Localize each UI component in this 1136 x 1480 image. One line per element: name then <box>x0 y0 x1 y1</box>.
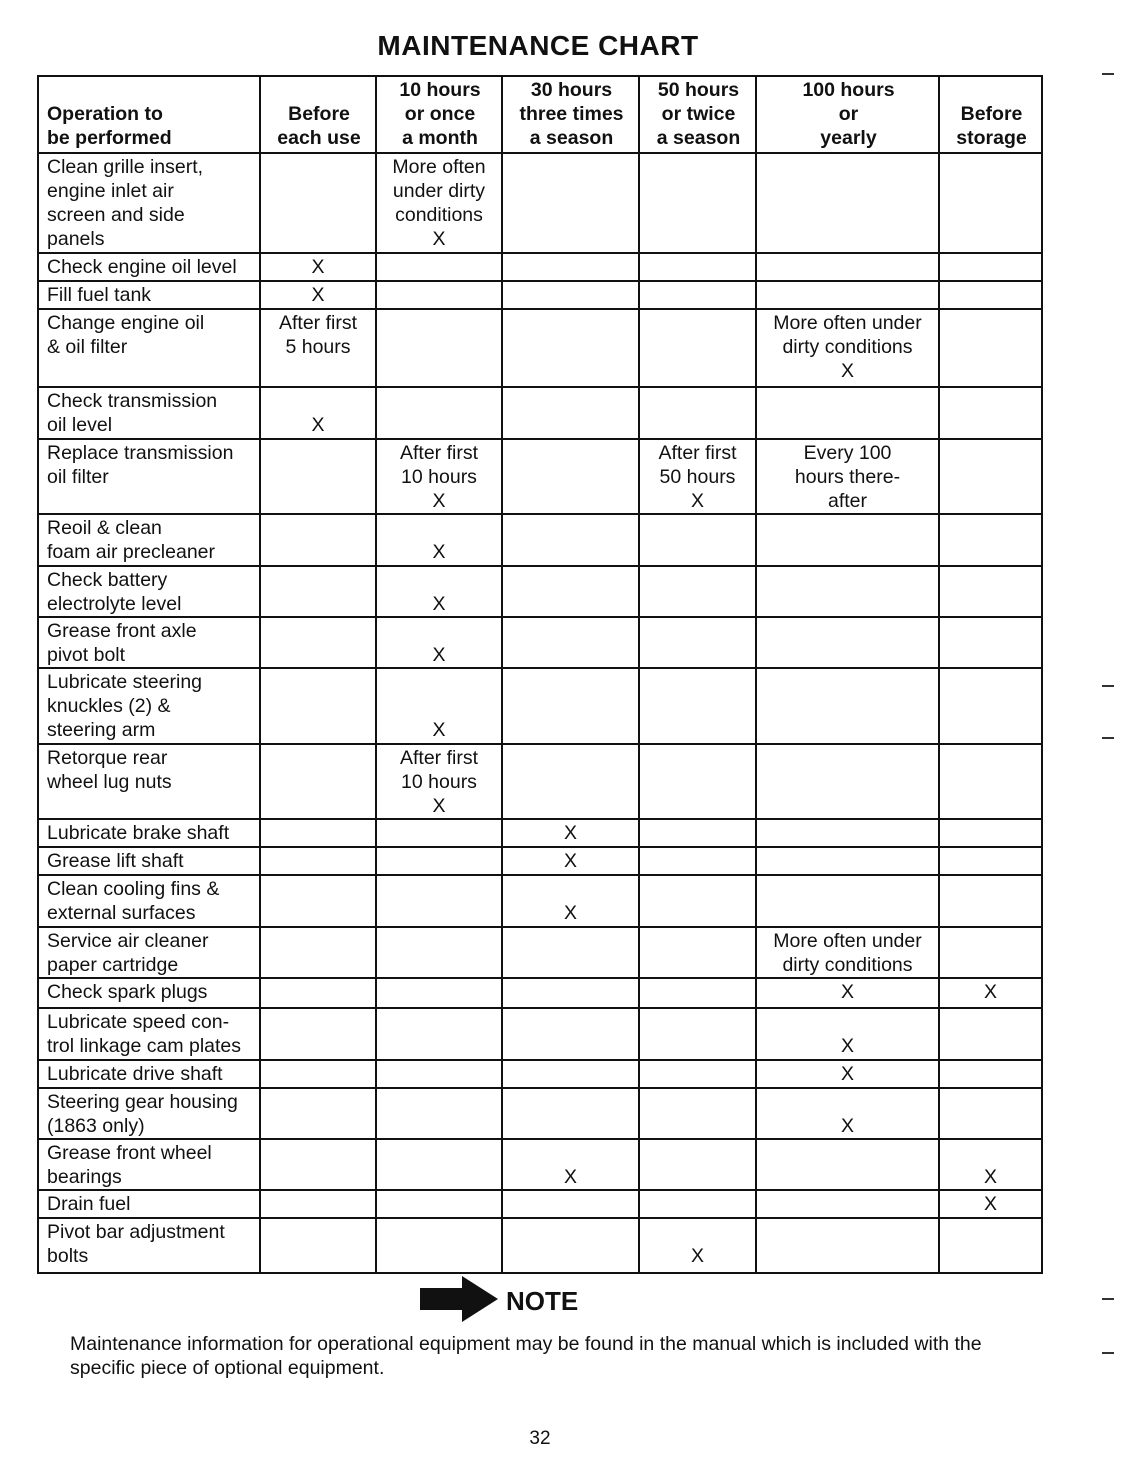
schedule-cell <box>260 978 376 1008</box>
table-row <box>38 387 1042 439</box>
table-row <box>38 566 1042 617</box>
column-header: Before storage <box>939 76 1042 153</box>
operation-cell: Check battery electrolyte level <box>38 566 260 617</box>
operation-cell: Change engine oil & oil filter <box>38 309 260 387</box>
schedule-cell <box>260 927 376 978</box>
schedule-cell <box>639 1139 756 1190</box>
schedule-cell <box>639 514 756 566</box>
schedule-cell <box>639 1060 756 1088</box>
check-mark-cell: X <box>939 1139 1042 1190</box>
schedule-cell <box>639 875 756 927</box>
schedule-cell <box>756 668 939 744</box>
check-mark-cell: X <box>502 847 639 875</box>
schedule-cell <box>939 387 1042 439</box>
schedule-cell <box>376 819 502 847</box>
schedule-cell <box>756 514 939 566</box>
margin-mark <box>1102 73 1114 75</box>
schedule-cell <box>756 1218 939 1273</box>
schedule-cell <box>939 927 1042 978</box>
schedule-cell <box>260 153 376 253</box>
schedule-cell: More often under dirty conditions <box>756 927 939 978</box>
check-mark-cell: X <box>376 617 502 668</box>
schedule-cell <box>502 153 639 253</box>
schedule-cell <box>376 1190 502 1218</box>
schedule-cell <box>639 387 756 439</box>
schedule-cell <box>939 514 1042 566</box>
operation-cell: Drain fuel <box>38 1190 260 1218</box>
schedule-cell <box>502 281 639 309</box>
schedule-cell <box>939 1060 1042 1088</box>
check-mark-cell: X <box>639 1218 756 1273</box>
schedule-cell <box>639 927 756 978</box>
note-text: Maintenance information for operational equipment may be found in the manual which is included with the specific piece of optional equipment. <box>70 1333 982 1379</box>
column-header: Before each use <box>260 76 376 153</box>
operation-cell: Grease lift shaft <box>38 847 260 875</box>
schedule-cell <box>376 1088 502 1139</box>
schedule-cell <box>639 1008 756 1060</box>
schedule-cell <box>502 668 639 744</box>
table-row <box>38 1060 1042 1088</box>
schedule-cell <box>376 875 502 927</box>
margin-mark <box>1102 1352 1114 1354</box>
note-callout <box>420 1276 578 1327</box>
operation-cell: Lubricate steering knuckles (2) & steering arm <box>38 668 260 744</box>
operation-cell: Reoil & clean foam air precleaner <box>38 514 260 566</box>
table-row <box>38 514 1042 566</box>
schedule-cell <box>260 847 376 875</box>
schedule-cell <box>756 1190 939 1218</box>
schedule-cell <box>639 153 756 253</box>
check-mark-cell: X <box>939 1190 1042 1218</box>
schedule-cell <box>260 1190 376 1218</box>
check-mark-cell: X <box>939 978 1042 1008</box>
schedule-cell <box>502 566 639 617</box>
margin-mark <box>1102 685 1114 687</box>
schedule-cell <box>939 847 1042 875</box>
schedule-cell <box>939 281 1042 309</box>
schedule-cell <box>639 617 756 668</box>
operation-cell: Replace transmission oil filter <box>38 439 260 514</box>
table-row <box>38 281 1042 309</box>
schedule-cell <box>260 439 376 514</box>
schedule-cell <box>376 1218 502 1273</box>
schedule-cell <box>260 1060 376 1088</box>
check-mark-cell: X <box>376 514 502 566</box>
operation-cell: Lubricate speed con- trol linkage cam plates <box>38 1008 260 1060</box>
schedule-cell <box>502 744 639 819</box>
schedule-cell <box>939 668 1042 744</box>
check-mark-cell: X <box>502 1139 639 1190</box>
table-row <box>38 153 1042 253</box>
schedule-cell <box>756 819 939 847</box>
page-number: 32 <box>529 1428 551 1449</box>
schedule-cell: After first 5 hours <box>260 309 376 387</box>
check-mark-cell: X <box>376 566 502 617</box>
operation-cell: Grease front axle pivot bolt <box>38 617 260 668</box>
schedule-cell <box>502 1190 639 1218</box>
schedule-cell <box>756 847 939 875</box>
schedule-cell <box>260 875 376 927</box>
schedule-cell: More often under dirty conditions X <box>756 309 939 387</box>
schedule-cell <box>939 1088 1042 1139</box>
schedule-cell: After first 10 hours X <box>376 744 502 819</box>
schedule-cell <box>260 566 376 617</box>
schedule-cell <box>502 1218 639 1273</box>
arrow-right-icon <box>420 1276 498 1327</box>
schedule-cell <box>502 1008 639 1060</box>
table-row <box>38 1190 1042 1218</box>
table-row <box>38 1139 1042 1190</box>
schedule-cell <box>260 819 376 847</box>
schedule-cell <box>639 253 756 281</box>
schedule-cell <box>939 1218 1042 1273</box>
operation-cell: Check engine oil level <box>38 253 260 281</box>
schedule-cell <box>376 1139 502 1190</box>
schedule-cell <box>939 875 1042 927</box>
schedule-cell <box>502 978 639 1008</box>
schedule-cell: Every 100 hours there- after <box>756 439 939 514</box>
schedule-cell <box>756 153 939 253</box>
operation-cell: Check transmission oil level <box>38 387 260 439</box>
table-row <box>38 875 1042 927</box>
operation-cell: Fill fuel tank <box>38 281 260 309</box>
schedule-cell <box>939 617 1042 668</box>
table-row <box>38 978 1042 1008</box>
schedule-cell <box>756 387 939 439</box>
schedule-cell <box>376 927 502 978</box>
schedule-cell <box>502 253 639 281</box>
table-row <box>38 1218 1042 1273</box>
table-row <box>38 927 1042 978</box>
operation-cell: Steering gear housing (1863 only) <box>38 1088 260 1139</box>
operation-cell: Pivot bar adjustment bolts <box>38 1218 260 1273</box>
schedule-cell <box>639 847 756 875</box>
schedule-cell <box>260 1139 376 1190</box>
schedule-cell <box>756 744 939 819</box>
operation-cell: Service air cleaner paper cartridge <box>38 927 260 978</box>
schedule-cell <box>639 281 756 309</box>
operation-cell: Check spark plugs <box>38 978 260 1008</box>
schedule-cell <box>502 514 639 566</box>
operation-cell: Grease front wheel bearings <box>38 1139 260 1190</box>
check-mark-cell: X <box>260 253 376 281</box>
schedule-cell <box>260 1088 376 1139</box>
schedule-cell <box>376 309 502 387</box>
schedule-cell: More often under dirty conditions X <box>376 153 502 253</box>
header-row <box>38 76 1042 153</box>
check-mark-cell: X <box>756 978 939 1008</box>
operation-cell: Clean cooling fins & external surfaces <box>38 875 260 927</box>
column-header: 10 hours or once a month <box>376 76 502 153</box>
schedule-cell <box>939 1008 1042 1060</box>
table-row <box>38 1008 1042 1060</box>
note-label: NOTE <box>506 1286 579 1316</box>
column-header: 50 hours or twice a season <box>639 76 756 153</box>
schedule-cell <box>939 566 1042 617</box>
schedule-cell <box>939 744 1042 819</box>
check-mark-cell: X <box>260 281 376 309</box>
schedule-cell <box>502 439 639 514</box>
schedule-cell <box>260 668 376 744</box>
margin-mark <box>1102 737 1114 739</box>
maintenance-table <box>37 75 1043 1274</box>
check-mark-cell: X <box>376 668 502 744</box>
schedule-cell <box>939 309 1042 387</box>
check-mark-cell: X <box>756 1088 939 1139</box>
schedule-cell <box>376 387 502 439</box>
schedule-cell <box>376 1008 502 1060</box>
check-mark-cell: X <box>502 819 639 847</box>
table-row <box>38 819 1042 847</box>
schedule-cell <box>260 1008 376 1060</box>
column-header: 30 hours three times a season <box>502 76 639 153</box>
table-row <box>38 439 1042 514</box>
schedule-cell <box>502 617 639 668</box>
schedule-cell <box>260 514 376 566</box>
schedule-cell <box>639 1190 756 1218</box>
schedule-cell <box>639 566 756 617</box>
table-row <box>38 1088 1042 1139</box>
schedule-cell <box>756 1139 939 1190</box>
column-header: Operation to be performed <box>38 76 260 153</box>
schedule-cell <box>502 1060 639 1088</box>
schedule-cell <box>939 819 1042 847</box>
schedule-cell <box>756 281 939 309</box>
schedule-cell <box>639 309 756 387</box>
schedule-cell: After first 10 hours X <box>376 439 502 514</box>
schedule-cell <box>756 253 939 281</box>
check-mark-cell: X <box>756 1060 939 1088</box>
schedule-cell <box>502 387 639 439</box>
schedule-cell <box>376 253 502 281</box>
schedule-cell <box>502 1088 639 1139</box>
schedule-cell <box>639 1088 756 1139</box>
operation-cell: Clean grille insert, engine inlet air screen and side panels <box>38 153 260 253</box>
schedule-cell <box>639 978 756 1008</box>
check-mark-cell: X <box>756 1008 939 1060</box>
schedule-cell <box>376 847 502 875</box>
table-row <box>38 253 1042 281</box>
margin-mark <box>1102 1298 1114 1300</box>
column-header: 100 hours or yearly <box>756 76 939 153</box>
operation-cell: Lubricate drive shaft <box>38 1060 260 1088</box>
schedule-cell <box>376 978 502 1008</box>
schedule-cell <box>939 439 1042 514</box>
check-mark-cell: X <box>260 387 376 439</box>
table-row <box>38 617 1042 668</box>
table-row <box>38 668 1042 744</box>
schedule-cell <box>756 875 939 927</box>
schedule-cell <box>639 819 756 847</box>
table-row <box>38 744 1042 819</box>
schedule-cell <box>939 153 1042 253</box>
schedule-cell <box>639 668 756 744</box>
schedule-cell <box>260 617 376 668</box>
schedule-cell <box>502 927 639 978</box>
schedule-cell <box>639 744 756 819</box>
table-row <box>38 309 1042 387</box>
schedule-cell <box>756 617 939 668</box>
schedule-cell <box>756 566 939 617</box>
table-row <box>38 847 1042 875</box>
schedule-cell <box>376 281 502 309</box>
schedule-cell <box>502 309 639 387</box>
schedule-cell: After first 50 hours X <box>639 439 756 514</box>
check-mark-cell: X <box>502 875 639 927</box>
page-title: MAINTENANCE CHART <box>377 30 699 61</box>
schedule-cell <box>260 1218 376 1273</box>
schedule-cell <box>376 1060 502 1088</box>
schedule-cell <box>260 744 376 819</box>
operation-cell: Retorque rear wheel lug nuts <box>38 744 260 819</box>
operation-cell: Lubricate brake shaft <box>38 819 260 847</box>
schedule-cell <box>939 253 1042 281</box>
